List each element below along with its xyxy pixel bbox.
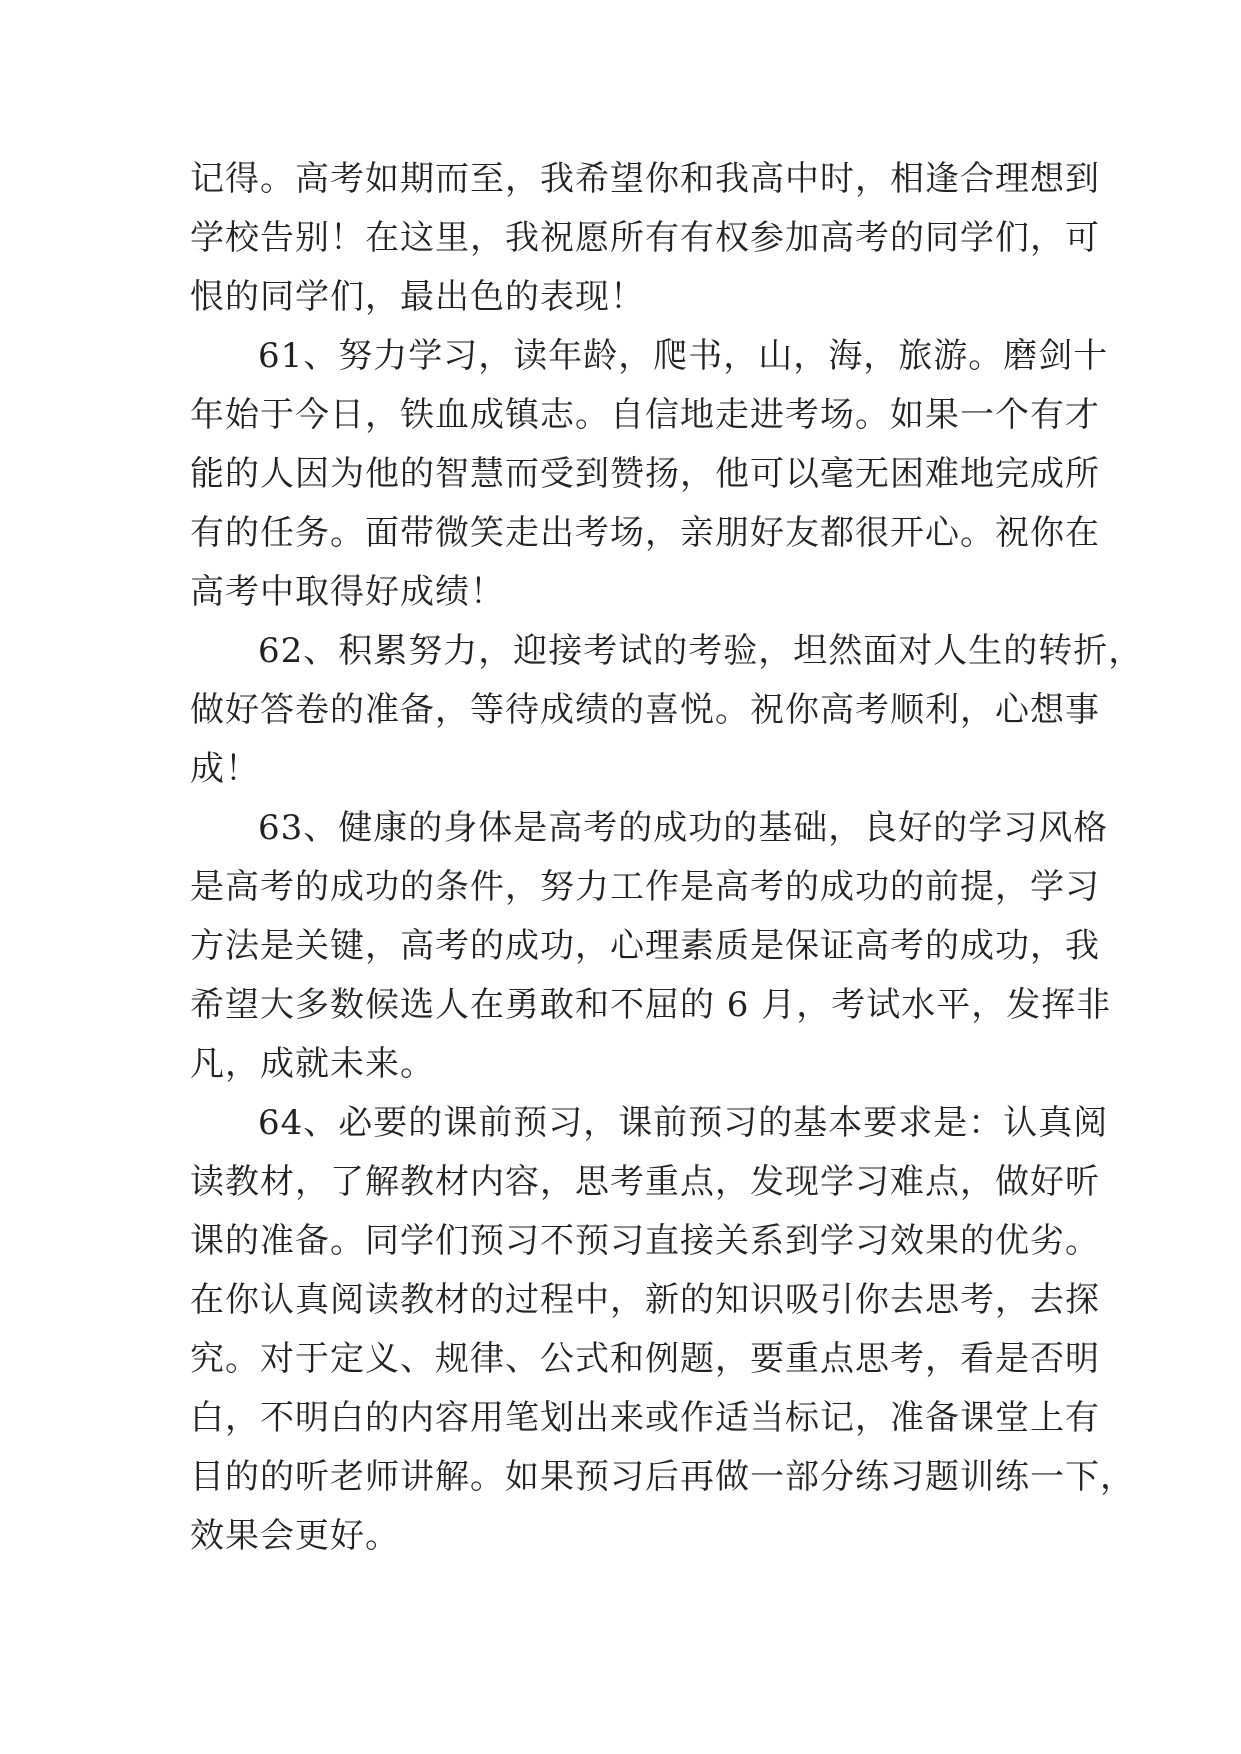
- paragraph-62: [190, 622, 1144, 799]
- text-line: 在你认真阅读教材的过程中，新的知识吸引你去思考，去探: [190, 1280, 1100, 1320]
- text-line: 做好答卷的准备，等待成绩的喜悦。祝你高考顺利，心想事: [190, 690, 1100, 730]
- text-line: 年始于今日，铁血成镇志。自信地走进考场。如果一个有才: [190, 395, 1100, 435]
- text-line: 恨的同学们，最出色的表现！: [190, 277, 645, 317]
- paragraph: [190, 150, 1100, 327]
- text-line: 学校告别！在这里，我祝愿所有有权参加高考的同学们，可: [190, 218, 1100, 258]
- text-line: 希望大多数候选人在勇敢和不屈的 6 月，考试水平，发挥非: [190, 985, 1112, 1025]
- text-line: 方法是关键，高考的成功，心理素质是保证高考的成功，我: [190, 926, 1100, 966]
- paragraph-63: [190, 799, 1112, 1094]
- document-body: [190, 150, 1144, 1566]
- text-line: 究。对于定义、规律、公式和例题，要重点思考，看是否明: [190, 1339, 1100, 1379]
- text-line: 读教材，了解教材内容，思考重点，发现学习难点，做好听: [190, 1162, 1100, 1202]
- text-line: 白，不明白的内容用笔划出来或作适当标记，准备课堂上有: [190, 1398, 1100, 1438]
- text-line: 效果会更好。: [190, 1516, 400, 1556]
- text-line: 是高考的成功的条件，努力工作是高考的成功的前提，学习: [190, 867, 1100, 907]
- text-line: 成！: [190, 749, 260, 789]
- text-line: 64、必要的课前预习，课前预习的基本要求是：认真阅: [258, 1103, 1109, 1143]
- text-line: 高考中取得好成绩！: [190, 572, 505, 612]
- text-line: 63、健康的身体是高考的成功的基础，良好的学习风格: [258, 808, 1109, 848]
- text-line: 凡，成就未来。: [190, 1044, 435, 1084]
- text-line: 62、积累努力，迎接考试的考验，坦然面对人生的转折，: [258, 631, 1144, 671]
- paragraph-61: [190, 327, 1109, 622]
- text-line: 目的的听老师讲解。如果预习后再做一部分练习题训练一下，: [190, 1457, 1135, 1497]
- paragraph-64: [190, 1094, 1135, 1566]
- text-line: 课的准备。同学们预习不预习直接关系到学习效果的优劣。: [190, 1221, 1100, 1261]
- text-line: 记得。高考如期而至，我希望你和我高中时，相逢合理想到: [190, 159, 1100, 199]
- text-line: 有的任务。面带微笑走出考场，亲朋好友都很开心。祝你在: [190, 513, 1100, 553]
- text-line: 能的人因为他的智慧而受到赞扬，他可以毫无困难地完成所: [190, 454, 1100, 494]
- text-line: 61、努力学习，读年龄，爬书，山，海，旅游。磨剑十: [258, 336, 1109, 376]
